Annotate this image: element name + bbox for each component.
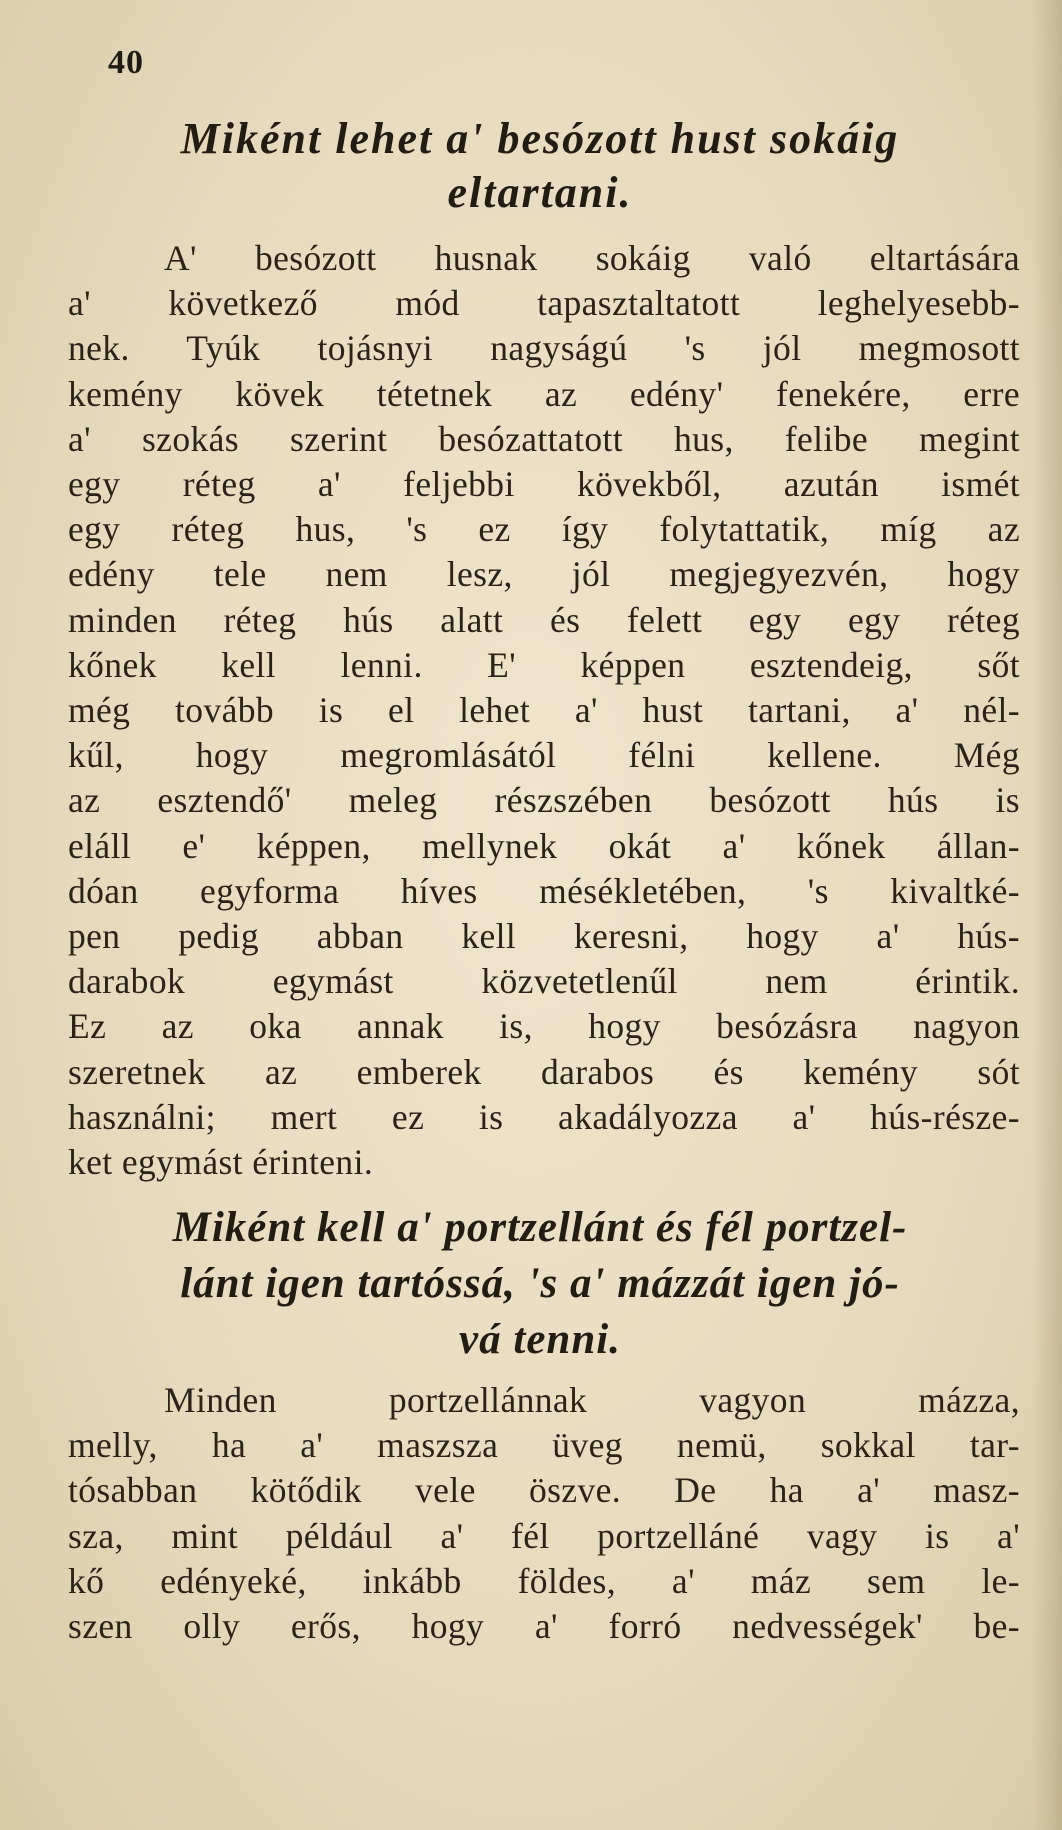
text-line: kemény kövek tétetnek az edény' fenekére, erre (68, 373, 1020, 414)
section-2-heading-line: Miként kell a' portzellánt és fél portzel- (172, 1204, 908, 1251)
section-1-heading-line: Miként lehet a' besózott hust sokáig (180, 114, 900, 163)
section-2-paragraph (68, 1378, 1020, 1649)
text-line: az esztendő' meleg részszében besózott hús is (68, 780, 1020, 821)
page-edge-shadow (1032, 0, 1062, 1830)
text-line: nek. Tyúk tojásnyi nagyságú 's jól megmosott (68, 328, 1020, 369)
section-1-heading (60, 112, 1020, 220)
text-line: kő edényeké, inkább földes, a' máz sem le- (68, 1560, 1020, 1601)
text-line: sza, mint például a' fél portzelláné vagy is a' (68, 1515, 1020, 1556)
text-line: dóan egyforma híves mésékletében, 's kivaltké- (68, 870, 1020, 911)
text-line: Ez az oka annak is, hogy besózásra nagyon (68, 1006, 1020, 1047)
text-line: edény tele nem lesz, jól megjegyezvén, hogy (68, 554, 1020, 595)
text-line: egy réteg a' feljebbi kövekből, azután ismét (68, 464, 1020, 505)
text-line: még tovább is el lehet a' hust tartani, a' nél- (68, 690, 1020, 731)
text-line: kőnek kell lenni. E' képpen esztendeig, sőt (68, 644, 1020, 685)
text-line: kűl, hogy megromlásától félni kellene. Még (68, 735, 1020, 776)
text-line: egy réteg hus, 's ez így folytattatik, míg az (68, 509, 1020, 550)
section-1-heading-line: eltartani. (447, 168, 633, 217)
text-line: eláll e' képpen, mellynek okát a' kőnek állan- (68, 825, 1020, 866)
text-line: használni; mert ez is akadályozza a' hús-része- (68, 1096, 1020, 1137)
text-line: a' szokás szerint besózattatott hus, felibe megint (68, 418, 1020, 459)
text-line: A' besózott husnak sokáig való eltartására (164, 238, 1020, 278)
text-line: Minden portzellánnak vagyon mázza, (164, 1380, 1020, 1420)
section-2-heading (60, 1200, 1020, 1368)
text-line: szeretnek az emberek darabos és kemény sót (68, 1051, 1020, 1092)
text-line: pen pedig abban kell keresni, hogy a' hús- (68, 916, 1020, 957)
text-line: tósabban kötődik vele öszve. De ha a' masz- (68, 1470, 1020, 1511)
section-2-heading-line: lánt igen tartóssá, 's a' mázzát igen jó- (180, 1260, 900, 1307)
section-2-heading-line: vá tenni. (459, 1316, 621, 1363)
text-line: a' következő mód tapasztaltatott leghelyesebb- (68, 283, 1020, 324)
text-line: minden réteg hús alatt és felett egy egy réteg (68, 599, 1020, 640)
section-1-paragraph (68, 236, 1020, 1185)
text-line: ket egymást érinteni. (68, 1142, 374, 1183)
text-line: szen olly erős, hogy a' forró nedvességek' be- (68, 1606, 1020, 1647)
text-line: darabok egymást közvetetlenűl nem érintik. (68, 961, 1020, 1002)
text-line: melly, ha a' maszsza üveg nemü, sokkal tar- (68, 1425, 1020, 1466)
page-number: 40 (108, 44, 144, 81)
